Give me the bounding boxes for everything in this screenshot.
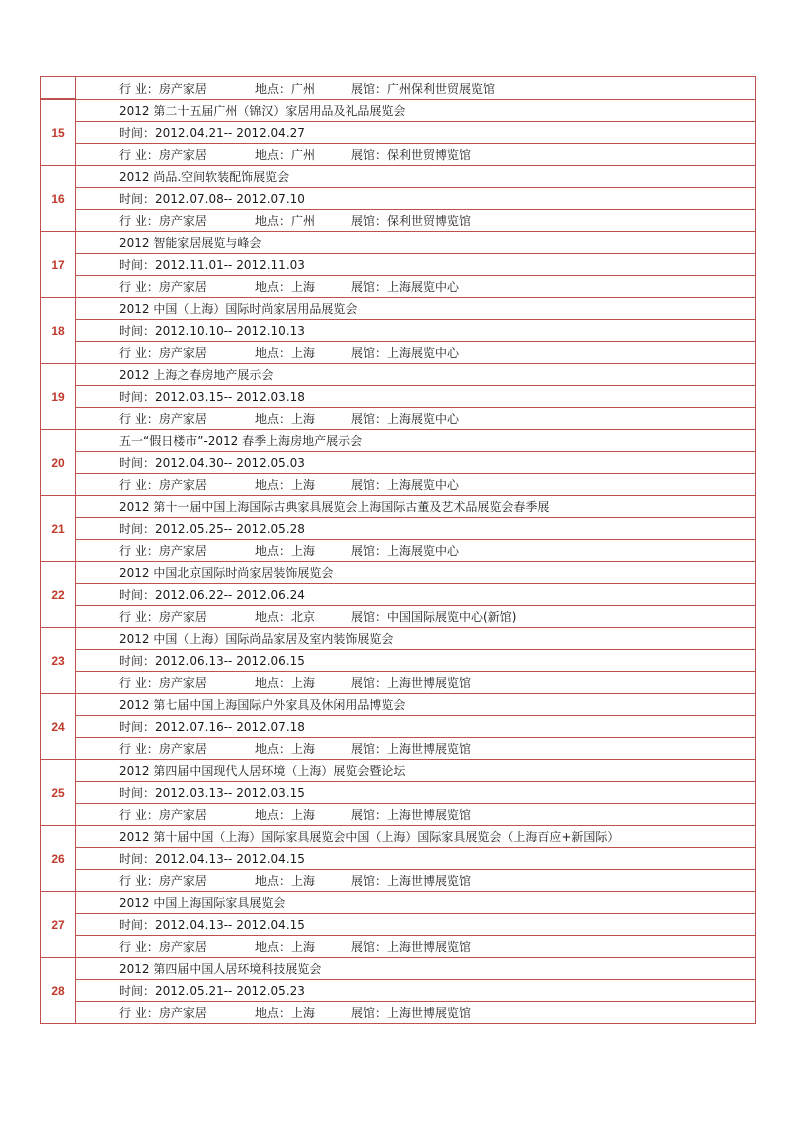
time-label: 时间： xyxy=(119,786,156,800)
details-line xyxy=(76,210,755,232)
location-value: 上海 xyxy=(291,940,316,954)
time-line xyxy=(76,650,755,672)
industry-value: 房产家居 xyxy=(158,874,207,888)
industry-label: 行 业： xyxy=(119,676,159,690)
industry-label: 行 业： xyxy=(119,412,159,426)
time-label: 时间： xyxy=(119,126,156,140)
location-label: 地点： xyxy=(255,940,292,954)
expo-entry xyxy=(41,694,755,760)
details-line xyxy=(76,804,755,826)
time-label: 时间： xyxy=(119,852,156,866)
industry-label: 行 业： xyxy=(119,1006,159,1020)
expo-entry xyxy=(41,364,755,430)
industry-label: 行 业： xyxy=(119,874,159,888)
row-number: 18 xyxy=(41,298,76,364)
expo-entry xyxy=(41,166,755,232)
expo-entry xyxy=(41,892,755,958)
row-number: 17 xyxy=(41,232,76,298)
time-label: 时间： xyxy=(119,654,156,668)
expo-title: 2012 第十届中国（上海）国际家具展览会中国（上海）国际家具展览会（上海百应+新国际） xyxy=(76,826,755,848)
expo-entry xyxy=(41,826,755,892)
expo-title: 2012 第二十五届广州（锦汉）家居用品及礼品展览会 xyxy=(76,100,755,122)
location-value: 上海 xyxy=(291,478,316,492)
hall-label: 展馆： xyxy=(351,412,388,426)
location-value: 广州 xyxy=(291,148,316,162)
hall-label: 展馆： xyxy=(351,214,388,228)
details-line xyxy=(76,408,755,430)
hall-value: 上海世博展览馆 xyxy=(387,742,472,756)
industry-value: 房产家居 xyxy=(158,148,207,162)
details-line xyxy=(76,1002,755,1024)
time-line xyxy=(76,452,755,474)
time-label: 时间： xyxy=(119,192,156,206)
time-value: 2012.07.08-- 2012.07.10 xyxy=(155,191,305,206)
details-line xyxy=(76,672,755,694)
expo-title: 2012 第四届中国现代人居环境（上海）展览会暨论坛 xyxy=(76,760,755,782)
expo-title: 2012 智能家居展览与峰会 xyxy=(76,232,755,254)
hall-value: 上海展览中心 xyxy=(387,412,460,426)
location-label: 地点： xyxy=(255,610,292,624)
industry-value: 房产家居 xyxy=(158,610,207,624)
hall-value: 上海世博展览馆 xyxy=(387,940,472,954)
industry-label: 行 业： xyxy=(119,214,159,228)
expo-table xyxy=(40,76,756,1024)
time-line xyxy=(76,584,755,606)
hall-value: 中国国际展览中心(新馆) xyxy=(387,610,517,624)
location-value: 上海 xyxy=(291,412,316,426)
industry-label: 行 业： xyxy=(119,610,159,624)
hall-value: 上海世博展览馆 xyxy=(387,676,472,690)
time-line xyxy=(76,980,755,1002)
hall-label: 展馆： xyxy=(351,544,388,558)
hall-value: 上海展览中心 xyxy=(387,478,460,492)
time-line xyxy=(76,518,755,540)
industry-value: 房产家居 xyxy=(158,81,207,96)
details-line xyxy=(76,144,755,166)
hall-label: 展馆： xyxy=(351,280,388,294)
hall-label: 展馆： xyxy=(351,1006,388,1020)
row-number: 23 xyxy=(41,628,76,694)
time-value: 2012.04.13-- 2012.04.15 xyxy=(155,851,305,866)
time-line xyxy=(76,386,755,408)
hall-value: 上海展览中心 xyxy=(387,544,460,558)
hall-label: 展馆： xyxy=(351,808,388,822)
hall-value: 上海展览中心 xyxy=(387,346,460,360)
time-label: 时间： xyxy=(119,984,156,998)
details-line xyxy=(76,276,755,298)
location-value: 上海 xyxy=(291,1006,316,1020)
time-line xyxy=(76,320,755,342)
details-line xyxy=(76,606,755,628)
industry-label: 行 业： xyxy=(119,478,159,492)
details-line xyxy=(76,870,755,892)
details-line xyxy=(76,474,755,496)
industry-label: 行 业： xyxy=(119,148,159,162)
row-number: 22 xyxy=(41,562,76,628)
details-line xyxy=(76,342,755,364)
expo-entry xyxy=(41,100,755,166)
expo-entry xyxy=(41,628,755,694)
location-value: 上海 xyxy=(291,280,316,294)
location-value: 上海 xyxy=(291,544,316,558)
expo-entry xyxy=(41,298,755,364)
hall-label: 展馆： xyxy=(351,81,388,96)
time-value: 2012.10.10-- 2012.10.13 xyxy=(155,323,305,338)
row-number: 20 xyxy=(41,430,76,496)
time-value: 2012.07.16-- 2012.07.18 xyxy=(155,719,305,734)
expo-title: 2012 尚品.空间软装配饰展览会 xyxy=(76,166,755,188)
details-line xyxy=(76,936,755,958)
location-label: 地点： xyxy=(255,478,292,492)
time-line xyxy=(76,716,755,738)
location-label: 地点： xyxy=(255,81,292,96)
time-value: 2012.06.13-- 2012.06.15 xyxy=(155,653,305,668)
location-value: 上海 xyxy=(291,676,316,690)
time-label: 时间： xyxy=(119,456,156,470)
location-value: 广州 xyxy=(291,214,316,228)
hall-value: 上海展览中心 xyxy=(387,280,460,294)
time-label: 时间： xyxy=(119,522,156,536)
time-label: 时间： xyxy=(119,324,156,338)
location-value: 上海 xyxy=(291,742,316,756)
row-number: 19 xyxy=(41,364,76,430)
hall-label: 展馆： xyxy=(351,610,388,624)
location-value: 上海 xyxy=(291,346,316,360)
location-value: 广州 xyxy=(291,81,316,96)
location-label: 地点： xyxy=(255,280,292,294)
hall-label: 展馆： xyxy=(351,346,388,360)
hall-value: 上海世博展览馆 xyxy=(387,1006,472,1020)
row-number: 24 xyxy=(41,694,76,760)
time-line xyxy=(76,254,755,276)
time-value: 2012.04.30-- 2012.05.03 xyxy=(155,455,305,470)
continued-row xyxy=(41,77,755,100)
row-number: 16 xyxy=(41,166,76,232)
location-value: 上海 xyxy=(291,874,316,888)
industry-label: 行 业： xyxy=(119,742,159,756)
row-number-empty xyxy=(41,77,76,99)
industry-label: 行 业： xyxy=(119,940,159,954)
time-line xyxy=(76,848,755,870)
time-value: 2012.03.15-- 2012.03.18 xyxy=(155,389,305,404)
time-value: 2012.11.01-- 2012.11.03 xyxy=(155,257,305,272)
time-value: 2012.04.13-- 2012.04.15 xyxy=(155,917,305,932)
location-label: 地点： xyxy=(255,346,292,360)
industry-value: 房产家居 xyxy=(158,940,207,954)
row-number: 28 xyxy=(41,958,76,1024)
industry-label: 行 业： xyxy=(119,808,159,822)
expo-entry xyxy=(41,958,755,1024)
location-label: 地点： xyxy=(255,808,292,822)
industry-label: 行 业： xyxy=(119,280,159,294)
expo-entry xyxy=(41,562,755,628)
details-line xyxy=(76,77,755,99)
hall-value: 上海世博展览馆 xyxy=(387,874,472,888)
industry-value: 房产家居 xyxy=(158,412,207,426)
expo-entry xyxy=(41,232,755,298)
expo-title: 2012 中国上海国际家具展览会 xyxy=(76,892,755,914)
time-value: 2012.03.13-- 2012.03.15 xyxy=(155,785,305,800)
industry-value: 房产家居 xyxy=(158,1006,207,1020)
expo-title: 2012 第十一届中国上海国际古典家具展览会上海国际古董及艺术品展览会春季展 xyxy=(76,496,755,518)
industry-label: 行 业： xyxy=(119,346,159,360)
location-label: 地点： xyxy=(255,412,292,426)
expo-title: 2012 第四届中国人居环境科技展览会 xyxy=(76,958,755,980)
location-label: 地点： xyxy=(255,874,292,888)
time-label: 时间： xyxy=(119,588,156,602)
time-value: 2012.06.22-- 2012.06.24 xyxy=(155,587,305,602)
time-label: 时间： xyxy=(119,390,156,404)
location-value: 上海 xyxy=(291,808,316,822)
location-value: 北京 xyxy=(291,610,316,624)
time-label: 时间： xyxy=(119,258,156,272)
details-line xyxy=(76,540,755,562)
industry-value: 房产家居 xyxy=(158,214,207,228)
time-value: 2012.04.21-- 2012.04.27 xyxy=(155,125,305,140)
row-number: 26 xyxy=(41,826,76,892)
details-line xyxy=(76,738,755,760)
industry-value: 房产家居 xyxy=(158,346,207,360)
location-label: 地点： xyxy=(255,148,292,162)
row-number: 25 xyxy=(41,760,76,826)
industry-value: 房产家居 xyxy=(158,808,207,822)
time-value: 2012.05.21-- 2012.05.23 xyxy=(155,983,305,998)
location-label: 地点： xyxy=(255,1006,292,1020)
hall-label: 展馆： xyxy=(351,676,388,690)
hall-value: 广州保利世贸展览馆 xyxy=(387,81,496,96)
hall-label: 展馆： xyxy=(351,874,388,888)
time-label: 时间： xyxy=(119,918,156,932)
expo-title: 2012 中国（上海）国际尚品家居及室内装饰展览会 xyxy=(76,628,755,650)
time-line xyxy=(76,782,755,804)
hall-label: 展馆： xyxy=(351,478,388,492)
hall-value: 上海世博展览馆 xyxy=(387,808,472,822)
expo-title: 2012 上海之春房地产展示会 xyxy=(76,364,755,386)
expo-entry xyxy=(41,430,755,496)
expo-title: 2012 中国（上海）国际时尚家居用品展览会 xyxy=(76,298,755,320)
industry-value: 房产家居 xyxy=(158,544,207,558)
industry-value: 房产家居 xyxy=(158,478,207,492)
expo-title: 2012 第七届中国上海国际户外家具及休闲用品博览会 xyxy=(76,694,755,716)
hall-label: 展馆： xyxy=(351,940,388,954)
hall-value: 保利世贸博览馆 xyxy=(387,148,472,162)
time-value: 2012.05.25-- 2012.05.28 xyxy=(155,521,305,536)
expo-title: 五一“假日楼市”-2012 春季上海房地产展示会 xyxy=(76,430,755,452)
time-line xyxy=(76,188,755,210)
industry-value: 房产家居 xyxy=(158,742,207,756)
hall-label: 展馆： xyxy=(351,148,388,162)
time-line xyxy=(76,122,755,144)
row-number: 27 xyxy=(41,892,76,958)
industry-label: 行 业： xyxy=(119,81,159,96)
expo-entry xyxy=(41,760,755,826)
time-label: 时间： xyxy=(119,720,156,734)
location-label: 地点： xyxy=(255,676,292,690)
expo-title: 2012 中国北京国际时尚家居装饰展览会 xyxy=(76,562,755,584)
location-label: 地点： xyxy=(255,742,292,756)
hall-value: 保利世贸博览馆 xyxy=(387,214,472,228)
row-number: 15 xyxy=(41,100,76,166)
industry-label: 行 业： xyxy=(119,544,159,558)
location-label: 地点： xyxy=(255,544,292,558)
time-line xyxy=(76,914,755,936)
expo-entry xyxy=(41,496,755,562)
hall-label: 展馆： xyxy=(351,742,388,756)
location-label: 地点： xyxy=(255,214,292,228)
industry-value: 房产家居 xyxy=(158,676,207,690)
industry-value: 房产家居 xyxy=(158,280,207,294)
row-number: 21 xyxy=(41,496,76,562)
